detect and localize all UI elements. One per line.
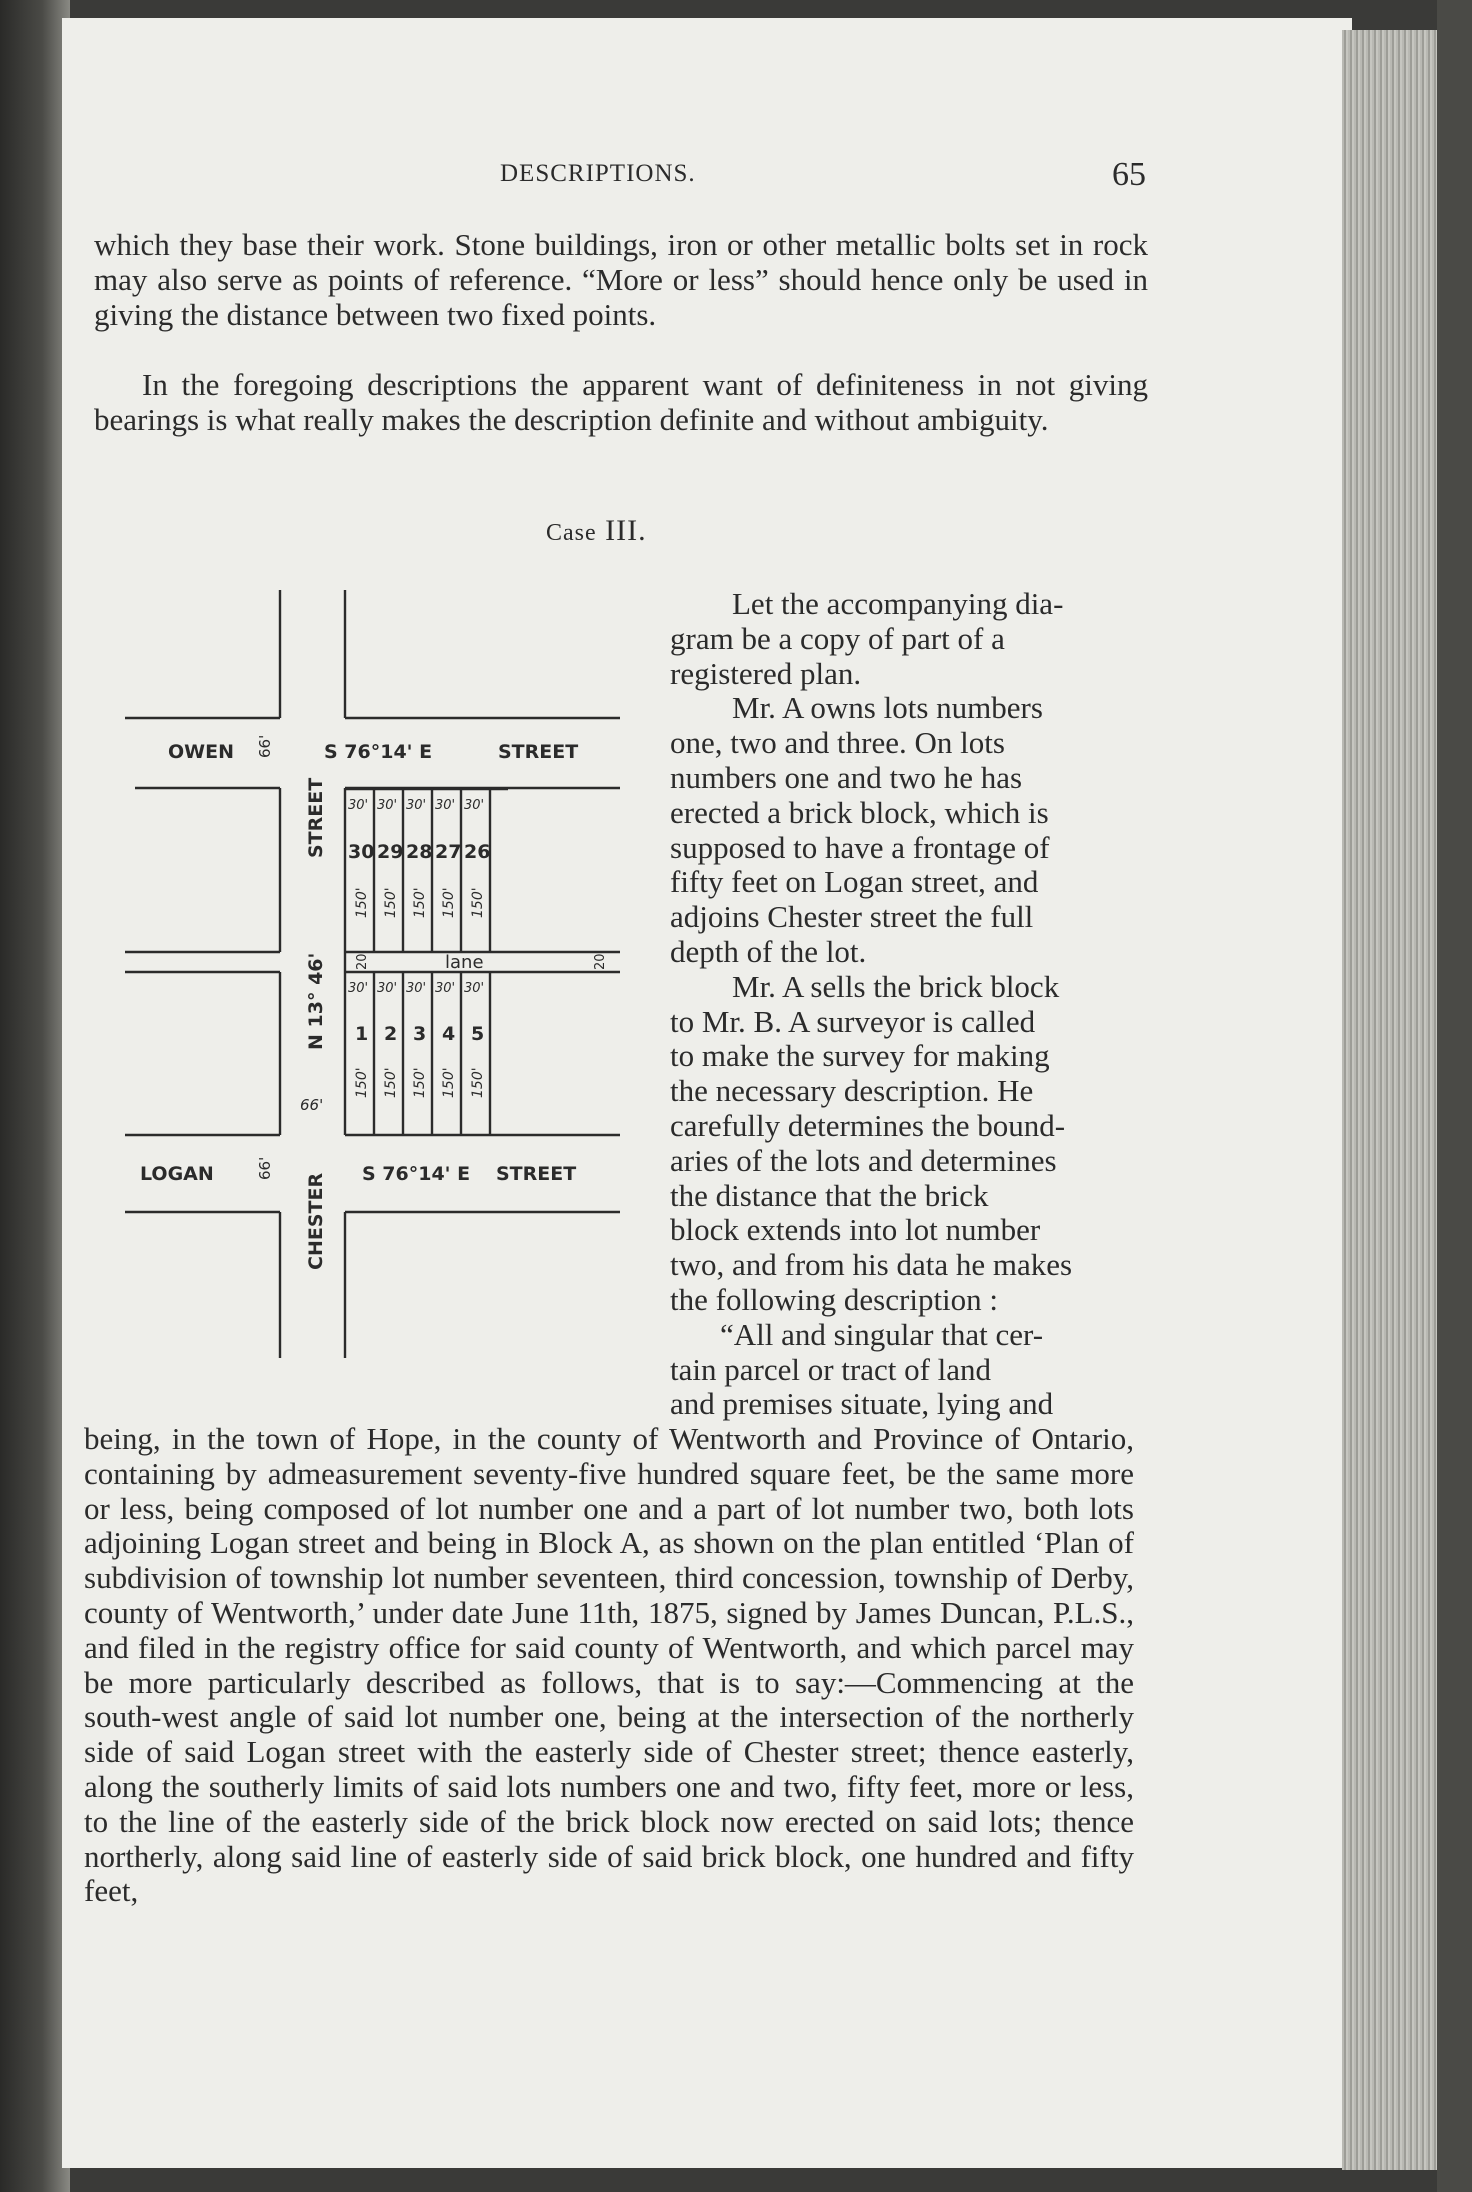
owen-street-width: 66' [256, 734, 274, 758]
side-line: the necessary description. He [670, 1073, 1034, 1109]
side-line: gram be a copy of part of a [670, 620, 1005, 656]
chester-street-bearing: N 13° 46' [305, 952, 327, 1050]
side-line: fifty feet on Logan street, and [670, 864, 1039, 900]
side-line: Mr. A sells the brick block [732, 968, 1060, 1004]
chester-street-name-north: STREET [305, 777, 327, 858]
side-line: two, and from his data he makes [670, 1247, 1073, 1283]
lot-5-frontage: 30' [464, 981, 485, 996]
case-heading [546, 514, 647, 548]
side-line: tain parcel or tract of land [670, 1351, 992, 1387]
chester-street-label: CHESTER [305, 1172, 327, 1270]
side-line: and premises situate, lying and [670, 1386, 1054, 1422]
book-spine-shadow [0, 0, 70, 2192]
side-line: depth of the lot. [670, 933, 867, 969]
side-line: block extends into lot number [670, 1212, 1041, 1248]
logan-street-label: LOGAN [140, 1163, 214, 1185]
chester-street-width: 66' [300, 1096, 324, 1114]
side-line: the distance that the brick [670, 1177, 989, 1213]
lot-28-depth: 150' [412, 887, 428, 918]
lot-number-1: 1 [355, 1023, 369, 1045]
lot-2-depth: 150' [383, 1067, 399, 1098]
lot-number-29: 29 [377, 841, 404, 863]
lot-number-27: 27 [435, 841, 462, 863]
lot-4-frontage: 30' [435, 981, 456, 996]
side-line: Mr. A owns lots numbers [732, 690, 1043, 726]
side-line: one, two and three. On lots [670, 725, 1005, 761]
running-head: DESCRIPTIONS. [500, 160, 696, 187]
page-edges [1342, 30, 1437, 2170]
lot-number-28: 28 [406, 841, 433, 863]
lot-5-depth: 150' [470, 1067, 486, 1098]
description-paragraph: being, in the town of Hope, in the county of Wentworth and Province of Ontario, containing by admeasurement seventy-five hundred square feet, be the same more or less, being composed of lot number one and a part of lot number two, both lots adjoining Logan street and being in Block A, as shown on the plan entitled ‘Plan of subdivision of township lot number seventeen, third concession, township of Derby, county of Wentworth,’ under date June 11th, 1875, signed by James Duncan, P.L.S., and filed in the registry office for said county of Wentworth, and which parcel may be more particularly described as follows, that is to say:—Commencing at the south-west angle of said lot number one, being at the intersection of the northerly side of said Logan street with the easterly side of Chester street; thence easterly, along the southerly limits of said lots numbers one and two, fifty feet, more or less, to the line of the easterly side of the brick block now erected on said lots; thence northerly, along said line of easterly side of said brick block, one hundred and fifty feet, [84, 1421, 1134, 1909]
side-line: registered plan. [670, 655, 862, 691]
side-line: adjoins Chester street the full [670, 899, 1034, 935]
lane-width-east: 20' [593, 949, 608, 970]
lot-number-4: 4 [442, 1023, 456, 1045]
side-line: to make the survey for making [670, 1038, 1050, 1074]
case-number: III. [605, 514, 647, 547]
north-lot-frontages [348, 798, 484, 813]
side-line: Let the accompanying dia- [732, 586, 1064, 621]
logan-street-bearing: S 76°14' E [362, 1163, 471, 1185]
plan-diagram [110, 580, 630, 1370]
lot-3-frontage: 30' [406, 981, 427, 996]
lane-width-west: 20' [355, 949, 370, 970]
lot-29-frontage: 30' [377, 798, 398, 813]
owen-street-name: STREET [498, 741, 579, 763]
lot-26-frontage: 30' [464, 798, 485, 813]
lot-2-frontage: 30' [377, 981, 398, 996]
lot-1-depth: 150' [354, 1067, 370, 1098]
side-line: to Mr. B. A surveyor is called [670, 1003, 1036, 1039]
side-line: carefully determines the bound- [670, 1107, 1066, 1143]
intro-paragraph-1: which they base their work. Stone buildings, iron or other metallic bolts set in rock may also serve as points of reference. “More or less” should hence only be used in giving the distance between two fixed points. [94, 227, 1148, 332]
side-line: aries of the lots and determines [670, 1142, 1057, 1178]
lot-number-3: 3 [413, 1023, 427, 1045]
lot-number-26: 26 [464, 841, 491, 863]
side-line: erected a brick block, which is [670, 794, 1049, 830]
lot-number-5: 5 [471, 1023, 485, 1045]
south-lot-frontages [348, 981, 484, 996]
side-line: numbers one and two he has [670, 759, 1023, 795]
lot-27-frontage: 30' [435, 798, 456, 813]
lot-number-30: 30 [348, 841, 375, 863]
logan-street-name: STREET [496, 1163, 577, 1185]
lot-1-frontage: 30' [348, 981, 369, 996]
owen-street-label: OWEN [168, 741, 234, 763]
north-lot-numbers [348, 841, 490, 863]
lot-28-frontage: 30' [406, 798, 427, 813]
owen-street-bearing: S 76°14' E [324, 741, 433, 763]
lot-30-frontage: 30' [348, 798, 369, 813]
intro-paragraph-2: In the foregoing descriptions the apparent want of definiteness in not giving bearings is what really makes the description definite and without ambiguity. [94, 367, 1148, 437]
page-number: 65 [1112, 156, 1146, 193]
lot-29-depth: 150' [383, 887, 399, 918]
side-line: the following description : [670, 1281, 999, 1317]
lane-label: lane [445, 952, 484, 973]
case-word: Case [546, 520, 597, 546]
lot-27-depth: 150' [441, 887, 457, 918]
side-line: “All and singular that cer- [720, 1316, 1044, 1352]
lot-26-depth: 150' [470, 887, 486, 918]
side-line: supposed to have a frontage of [670, 829, 1050, 865]
lot-30-depth: 150' [354, 887, 370, 918]
lot-3-depth: 150' [412, 1067, 428, 1098]
logan-street-width: 66' [256, 1156, 274, 1180]
lot-number-2: 2 [384, 1023, 398, 1045]
lot-4-depth: 150' [441, 1067, 457, 1098]
book-cover-edge [1437, 0, 1472, 2192]
side-column-text [670, 587, 1150, 1422]
